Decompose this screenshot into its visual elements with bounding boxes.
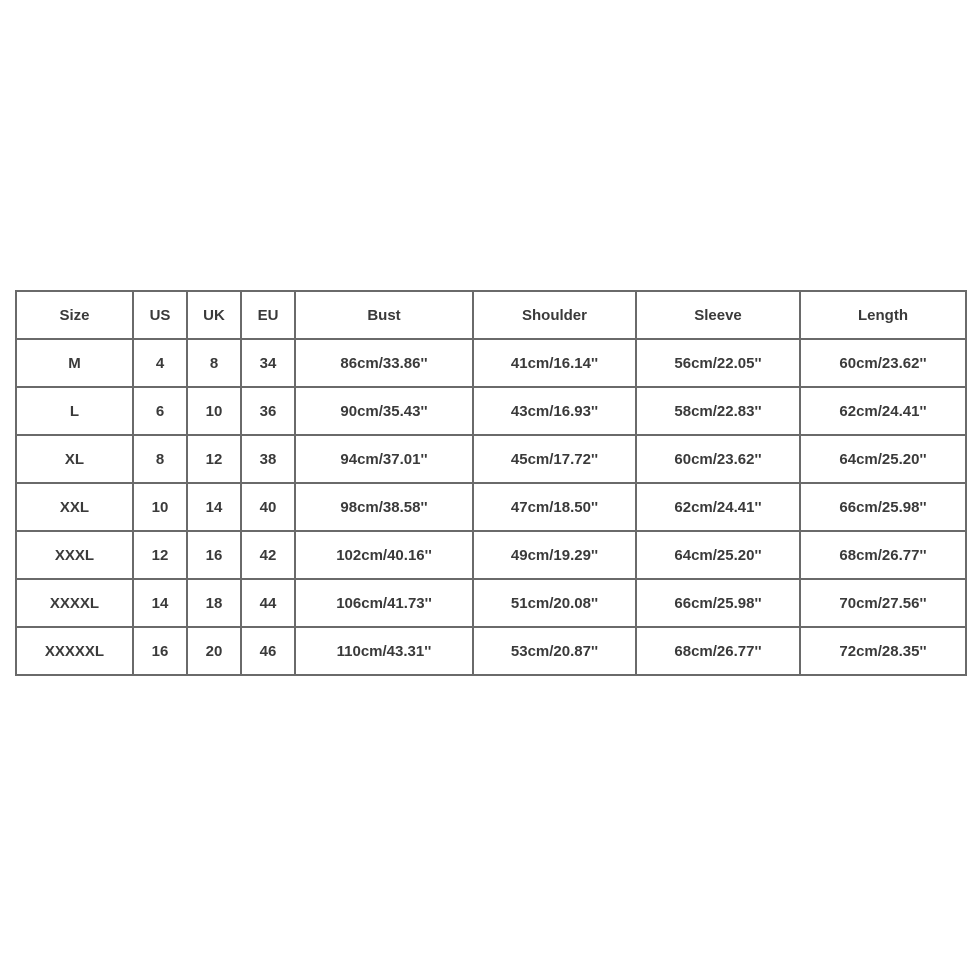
cell-shoulder: 45cm/17.72'': [473, 435, 636, 483]
cell-length: 70cm/27.56'': [800, 579, 966, 627]
header-sleeve: Sleeve: [636, 291, 800, 339]
cell-bust: 86cm/33.86'': [295, 339, 473, 387]
cell-eu: 42: [241, 531, 295, 579]
cell-sleeve: 62cm/24.41'': [636, 483, 800, 531]
cell-us: 16: [133, 627, 187, 675]
cell-shoulder: 51cm/20.08'': [473, 579, 636, 627]
cell-eu: 34: [241, 339, 295, 387]
cell-uk: 10: [187, 387, 241, 435]
cell-us: 14: [133, 579, 187, 627]
size-chart-table: [15, 290, 967, 676]
header-eu: EU: [241, 291, 295, 339]
cell-length: 64cm/25.20'': [800, 435, 966, 483]
cell-us: 8: [133, 435, 187, 483]
header-shoulder: Shoulder: [473, 291, 636, 339]
cell-sleeve: 66cm/25.98'': [636, 579, 800, 627]
cell-eu: 46: [241, 627, 295, 675]
cell-bust: 110cm/43.31'': [295, 627, 473, 675]
header-uk: UK: [187, 291, 241, 339]
header-us: US: [133, 291, 187, 339]
header-size: Size: [16, 291, 133, 339]
cell-eu: 36: [241, 387, 295, 435]
header-bust: Bust: [295, 291, 473, 339]
cell-sleeve: 64cm/25.20'': [636, 531, 800, 579]
table-row: [16, 483, 966, 531]
cell-size: L: [16, 387, 133, 435]
cell-length: 60cm/23.62'': [800, 339, 966, 387]
cell-shoulder: 53cm/20.87'': [473, 627, 636, 675]
header-length: Length: [800, 291, 966, 339]
cell-sleeve: 58cm/22.83'': [636, 387, 800, 435]
cell-size: M: [16, 339, 133, 387]
cell-bust: 94cm/37.01'': [295, 435, 473, 483]
cell-eu: 38: [241, 435, 295, 483]
cell-us: 6: [133, 387, 187, 435]
cell-size: XXXXXL: [16, 627, 133, 675]
cell-sleeve: 68cm/26.77'': [636, 627, 800, 675]
cell-shoulder: 49cm/19.29'': [473, 531, 636, 579]
cell-uk: 18: [187, 579, 241, 627]
table-row: [16, 387, 966, 435]
cell-bust: 106cm/41.73'': [295, 579, 473, 627]
cell-shoulder: 43cm/16.93'': [473, 387, 636, 435]
table-row: [16, 627, 966, 675]
table-row: [16, 339, 966, 387]
cell-uk: 16: [187, 531, 241, 579]
cell-eu: 40: [241, 483, 295, 531]
cell-bust: 102cm/40.16'': [295, 531, 473, 579]
cell-sleeve: 60cm/23.62'': [636, 435, 800, 483]
cell-size: XL: [16, 435, 133, 483]
cell-size: XXXXL: [16, 579, 133, 627]
cell-uk: 12: [187, 435, 241, 483]
cell-eu: 44: [241, 579, 295, 627]
cell-us: 4: [133, 339, 187, 387]
cell-length: 62cm/24.41'': [800, 387, 966, 435]
cell-size: XXL: [16, 483, 133, 531]
table-row: [16, 531, 966, 579]
cell-length: 66cm/25.98'': [800, 483, 966, 531]
cell-sleeve: 56cm/22.05'': [636, 339, 800, 387]
cell-uk: 14: [187, 483, 241, 531]
table-header-row: [16, 291, 966, 339]
table-row: [16, 435, 966, 483]
cell-uk: 20: [187, 627, 241, 675]
cell-size: XXXL: [16, 531, 133, 579]
cell-shoulder: 47cm/18.50'': [473, 483, 636, 531]
table-row: [16, 579, 966, 627]
cell-us: 12: [133, 531, 187, 579]
cell-bust: 90cm/35.43'': [295, 387, 473, 435]
cell-shoulder: 41cm/16.14'': [473, 339, 636, 387]
cell-bust: 98cm/38.58'': [295, 483, 473, 531]
cell-us: 10: [133, 483, 187, 531]
cell-length: 72cm/28.35'': [800, 627, 966, 675]
cell-uk: 8: [187, 339, 241, 387]
cell-length: 68cm/26.77'': [800, 531, 966, 579]
